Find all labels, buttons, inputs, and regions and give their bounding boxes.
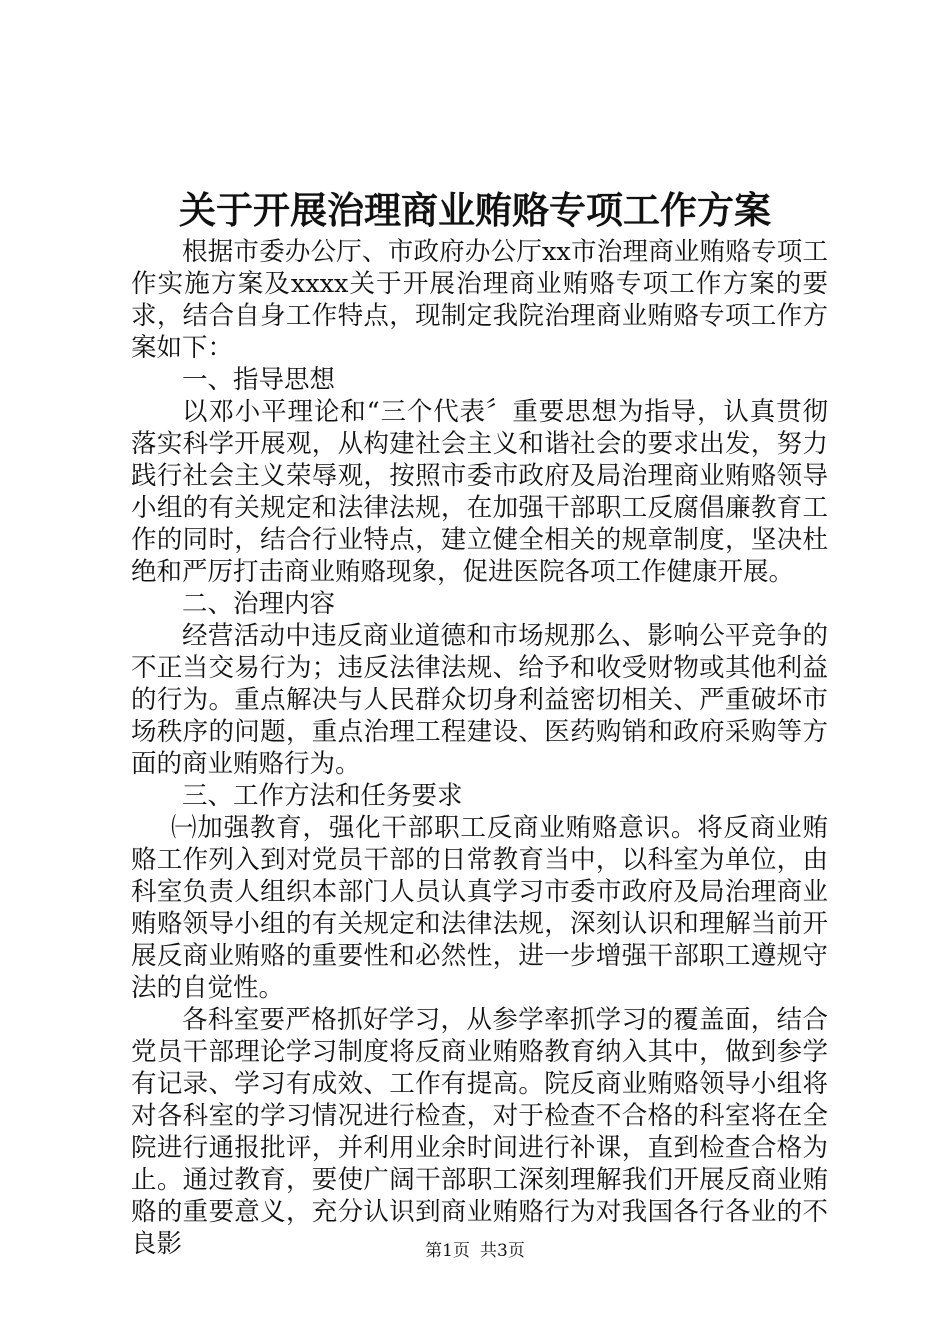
page-number: 第1页 bbox=[425, 1241, 470, 1261]
section-heading-governance-content: 二、治理内容 bbox=[182, 589, 336, 619]
document-title: 关于开展治理商业贿赂专项工作方案 bbox=[179, 188, 771, 232]
study-requirements-paragraph: 各科室要严格抓好学习，从参学率抓学习的覆盖面，结合党员干部理论学习制度将反商业贿赂教育纳入其中，做到参学有记录、学习有成效、工作有提高。院反商业贿赂领导小组将对各科室的学习情况进行检查，对于检查不合格的科室将在全院进行通报批评，并利用业余时间进行补课，直到检查合格为止。通过教育，要使广阔干部职工深刻理解我们开展反商业贿赂的重要意义，充分认识到商业贿赂行为对我国各行各业的不良影 bbox=[131, 1005, 828, 1259]
guiding-ideology-paragraph: 以邓小平理论和“三个代表〞重要思想为指导，认真贯彻落实科学开展观，从构建社会主义和谐社会的要求出发，努力践行社会主义荣辱观，按照市委市政府及局治理商业贿赂领导小组的有关规定和法律法规，在加强干部职工反腐倡廉教育工作的同时，结合行业特点，建立健全相关的规章制度，坚决杜绝和严厉打击商业贿赂现象，促进医院各项工作健康开展。 bbox=[131, 397, 828, 587]
document-body bbox=[131, 236, 828, 1260]
page-footer bbox=[0, 1240, 950, 1262]
section-heading-guiding-ideology: 一、指导思想 bbox=[182, 365, 336, 395]
governance-content-paragraph: 经营活动中违反商业道德和市场规那么、影响公平竞争的不正当交易行为；违反法律法规、给予和收受财物或其他利益的行为。重点解决与人民群众切身利益密切相关、严重破坏市场秩序的问题，重点治理工程建设、医药购销和政府采购等方面的商业贿赂行为。 bbox=[131, 621, 828, 779]
work-methods-item-1-paragraph: ㈠加强教育，强化干部职工反商业贿赂意识。将反商业贿赂工作列入到对党员干部的日常教育当中，以科室为单位，由科室负责人组织本部门人员认真学习市委市政府及局治理商业贿赂领导小组的有关规定和法律法规，深刻认识和理解当前开展反商业贿赂的重要性和必然性，进一步增强干部职工遵规守法的自觉性。 bbox=[131, 813, 828, 1003]
page-total: 共3页 bbox=[480, 1241, 525, 1261]
intro-paragraph: 根据市委办公厅、市政府办公厅xx市治理商业贿赂专项工作实施方案及xxxx关于开展治理商业贿赂专项工作方案的要求，结合自身工作特点，现制定我院治理商业贿赂专项工作方案如下： bbox=[131, 237, 828, 363]
section-heading-work-methods: 三、工作方法和任务要求 bbox=[182, 781, 463, 811]
